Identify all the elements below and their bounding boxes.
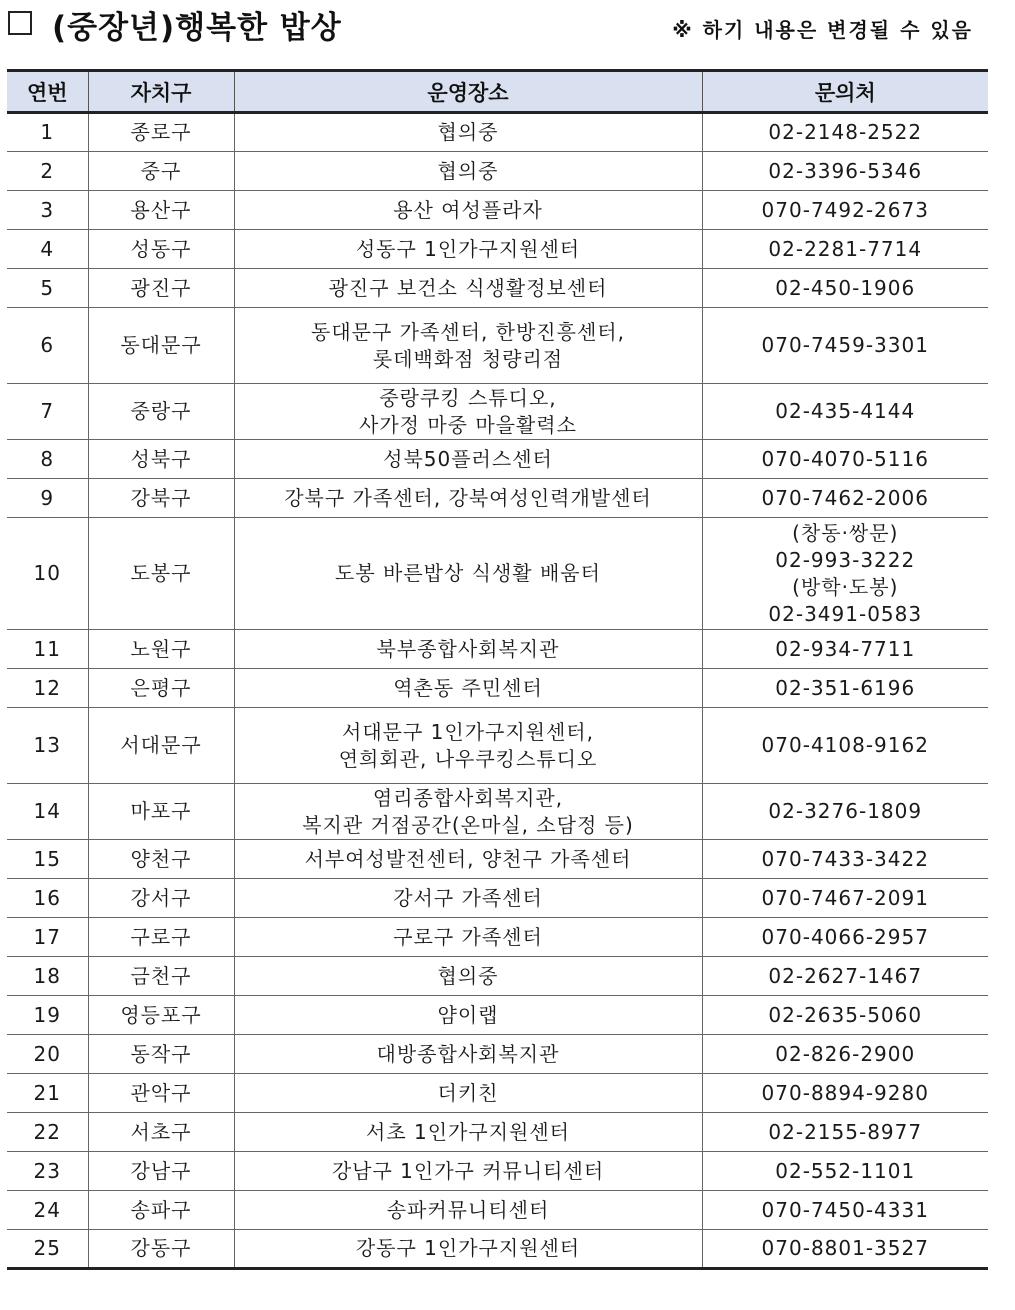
column-header-contact: 문의처 (702, 71, 988, 113)
table-row (7, 440, 988, 479)
place-line: 복지관 거점공간(온마실, 소담정 등) (302, 812, 634, 837)
cell-no: 15 (7, 840, 88, 879)
cell-no: 17 (7, 918, 88, 957)
table-row (7, 1230, 988, 1269)
table-row (7, 784, 988, 840)
cell-district: 송파구 (88, 1191, 234, 1230)
place-line: 협의중 (437, 158, 499, 183)
cell-contact (702, 152, 988, 191)
contact-line: 02-934-7711 (775, 636, 916, 661)
place-line: 송파커뮤니티센터 (386, 1197, 550, 1222)
place-line: 용산 여성플라자 (393, 197, 543, 222)
contact-line: 02-2627-1467 (768, 963, 923, 988)
place-line: 더키친 (437, 1080, 499, 1105)
cell-no: 22 (7, 1113, 88, 1152)
cell-contact (702, 230, 988, 269)
cell-no: 3 (7, 191, 88, 230)
place-line: 강남구 1인가구 커뮤니티센터 (331, 1158, 605, 1183)
table-row (7, 1113, 988, 1152)
cell-no: 13 (7, 708, 88, 784)
cell-no: 5 (7, 269, 88, 308)
place-line: 협의중 (437, 963, 499, 988)
table-row (7, 879, 988, 918)
table-row (7, 1152, 988, 1191)
page-title: (중장년)행복한 밥상 (52, 10, 342, 46)
cell-contact (702, 1191, 988, 1230)
place-line: 북부종합사회복지관 (376, 636, 560, 661)
cell-place (234, 269, 702, 308)
cell-contact (702, 957, 988, 996)
cell-contact (702, 1035, 988, 1074)
cell-no: 25 (7, 1230, 88, 1269)
contact-line: 02-3276-1809 (768, 799, 923, 823)
cell-place (234, 1230, 702, 1269)
cell-contact (702, 630, 988, 669)
cell-place (234, 630, 702, 669)
cell-place (234, 440, 702, 479)
place-line: 사가정 마중 마을활력소 (359, 412, 577, 437)
contact-line: 070-7433-3422 (761, 846, 929, 871)
cell-contact (702, 269, 988, 308)
cell-contact (702, 918, 988, 957)
place-line: 도봉 바른밥상 식생활 배움터 (335, 561, 601, 585)
contact-line: 070-7450-4331 (761, 1197, 929, 1222)
cell-no: 9 (7, 479, 88, 518)
page-header (0, 0, 1015, 60)
place-line: 강북구 가족센터, 강북여성인력개발센터 (284, 485, 652, 510)
table-row (7, 1074, 988, 1113)
contact-line: (방학·도봉) (792, 574, 899, 599)
contact-line: 070-7492-2673 (761, 197, 929, 222)
cell-no: 18 (7, 957, 88, 996)
table-body (7, 113, 988, 1269)
table-row (7, 308, 988, 384)
place-line: 역촌동 주민센터 (393, 675, 543, 700)
table-row (7, 957, 988, 996)
contact-line: 02-435-4144 (775, 399, 916, 423)
cell-district: 성동구 (88, 230, 234, 269)
table-header (7, 71, 988, 113)
cell-place (234, 152, 702, 191)
cell-no: 21 (7, 1074, 88, 1113)
place-line: 중랑쿠킹 스튜디오, (379, 385, 557, 410)
cell-district: 성북구 (88, 440, 234, 479)
cell-contact (702, 669, 988, 708)
table-row (7, 384, 988, 440)
cell-no: 12 (7, 669, 88, 708)
cell-contact (702, 840, 988, 879)
contact-line: 02-2281-7714 (768, 236, 923, 261)
cell-place (234, 113, 702, 152)
cell-district: 동대문구 (88, 308, 234, 384)
cell-district: 마포구 (88, 784, 234, 840)
table-row (7, 996, 988, 1035)
cell-district: 광진구 (88, 269, 234, 308)
column-header-district: 자치구 (88, 71, 234, 113)
contact-line: 070-4108-9162 (761, 733, 929, 757)
table-row (7, 708, 988, 784)
cell-contact (702, 1152, 988, 1191)
checkbox-icon (8, 11, 32, 35)
cell-no: 7 (7, 384, 88, 440)
cell-district: 서대문구 (88, 708, 234, 784)
cell-place (234, 840, 702, 879)
cell-district: 강북구 (88, 479, 234, 518)
place-line: 구로구 가족센터 (393, 924, 543, 949)
place-line: 염리종합사회복지관, (372, 785, 564, 810)
cell-district: 관악구 (88, 1074, 234, 1113)
cell-place (234, 708, 702, 784)
place-line: 서초 1인가구지원센터 (366, 1119, 570, 1144)
cell-district: 양천구 (88, 840, 234, 879)
cell-district: 서초구 (88, 1113, 234, 1152)
contact-line: 070-7467-2091 (761, 885, 929, 910)
cell-contact (702, 1074, 988, 1113)
cell-place (234, 957, 702, 996)
place-line: 대방종합사회복지관 (376, 1041, 560, 1066)
column-header-place: 운영장소 (234, 71, 702, 113)
cell-no: 14 (7, 784, 88, 840)
contact-line: 070-7459-3301 (761, 333, 929, 357)
cell-contact (702, 1230, 988, 1269)
cell-place (234, 784, 702, 840)
contact-line: 070-4066-2957 (761, 924, 929, 949)
table-row (7, 113, 988, 152)
contact-line: 02-993-3222 (775, 547, 916, 572)
cell-place (234, 669, 702, 708)
cell-no: 23 (7, 1152, 88, 1191)
cell-contact (702, 708, 988, 784)
cell-place (234, 518, 702, 630)
cell-no: 24 (7, 1191, 88, 1230)
table-row (7, 230, 988, 269)
table-row (7, 518, 988, 630)
contact-line: 070-8894-9280 (761, 1080, 929, 1105)
table-row (7, 630, 988, 669)
place-line: 연희회관, 나우쿠킹스튜디오 (338, 746, 598, 771)
table-row (7, 669, 988, 708)
cell-district: 중랑구 (88, 384, 234, 440)
contact-line: 02-552-1101 (775, 1158, 916, 1183)
cell-contact (702, 384, 988, 440)
place-line: 성동구 1인가구지원센터 (355, 236, 581, 261)
table-row (7, 1191, 988, 1230)
place-line: 협의중 (437, 120, 499, 144)
cell-district: 금천구 (88, 957, 234, 996)
cell-no: 11 (7, 630, 88, 669)
contact-line: 02-2148-2522 (768, 120, 923, 144)
cell-district: 도봉구 (88, 518, 234, 630)
cell-contact (702, 518, 988, 630)
place-line: 롯데백화점 청량리점 (372, 346, 564, 371)
cell-no: 1 (7, 113, 88, 152)
cell-place (234, 1035, 702, 1074)
place-line: 성북50플러스센터 (383, 446, 553, 471)
cell-district: 구로구 (88, 918, 234, 957)
place-line: 동대문구 가족센터, 한방진흥센터, (311, 319, 625, 344)
place-line: 서대문구 1인가구지원센터, (342, 719, 594, 744)
cell-place (234, 384, 702, 440)
table-row (7, 191, 988, 230)
cell-contact (702, 440, 988, 479)
contact-line: 02-2635-5060 (768, 1002, 923, 1027)
cell-district: 중구 (88, 152, 234, 191)
cell-district: 노원구 (88, 630, 234, 669)
cell-district: 영등포구 (88, 996, 234, 1035)
contact-line: 02-3396-5346 (768, 158, 923, 183)
place-line: 강동구 1인가구지원센터 (355, 1236, 581, 1260)
contact-line: 070-7462-2006 (761, 485, 929, 510)
cell-contact (702, 113, 988, 152)
cell-place (234, 230, 702, 269)
contact-line: (창동·쌍문) (792, 520, 899, 545)
contact-line: 070-8801-3527 (761, 1236, 929, 1260)
table-row (7, 1035, 988, 1074)
cell-no: 16 (7, 879, 88, 918)
change-notice: ※ 하기 내용은 변경될 수 있음 (672, 18, 973, 42)
place-line: 강서구 가족센터 (393, 885, 543, 910)
cell-contact (702, 996, 988, 1035)
cell-place (234, 1113, 702, 1152)
table-row (7, 269, 988, 308)
table-row (7, 152, 988, 191)
cell-district: 강서구 (88, 879, 234, 918)
cell-district: 종로구 (88, 113, 234, 152)
cell-place (234, 1191, 702, 1230)
cell-contact (702, 308, 988, 384)
cell-place (234, 879, 702, 918)
cell-district: 동작구 (88, 1035, 234, 1074)
cell-place (234, 996, 702, 1035)
cell-contact (702, 1113, 988, 1152)
contact-line: 02-351-6196 (775, 675, 916, 700)
cell-place (234, 1074, 702, 1113)
cell-contact (702, 479, 988, 518)
contact-line: 070-4070-5116 (761, 446, 929, 471)
cell-place (234, 308, 702, 384)
place-line: 광진구 보건소 식생활정보센터 (328, 275, 608, 300)
table-row (7, 479, 988, 518)
program-location-table (7, 69, 988, 1270)
cell-no: 10 (7, 518, 88, 630)
cell-contact (702, 191, 988, 230)
cell-no: 6 (7, 308, 88, 384)
cell-district: 강남구 (88, 1152, 234, 1191)
contact-line: 02-450-1906 (775, 275, 916, 300)
cell-no: 4 (7, 230, 88, 269)
cell-place (234, 479, 702, 518)
cell-no: 20 (7, 1035, 88, 1074)
cell-no: 8 (7, 440, 88, 479)
place-line: 얌이랩 (437, 1002, 499, 1027)
place-line: 서부여성발전센터, 양천구 가족센터 (304, 846, 632, 871)
table-row (7, 840, 988, 879)
contact-line: 02-3491-0583 (768, 601, 923, 626)
contact-line: 02-826-2900 (775, 1041, 916, 1066)
cell-contact (702, 784, 988, 840)
cell-district: 은평구 (88, 669, 234, 708)
cell-district: 강동구 (88, 1230, 234, 1269)
cell-no: 19 (7, 996, 88, 1035)
column-header-no: 연번 (7, 71, 88, 113)
table-row (7, 918, 988, 957)
contact-line: 02-2155-8977 (768, 1119, 923, 1144)
cell-contact (702, 879, 988, 918)
cell-place (234, 918, 702, 957)
cell-no: 2 (7, 152, 88, 191)
cell-place (234, 191, 702, 230)
cell-district: 용산구 (88, 191, 234, 230)
cell-place (234, 1152, 702, 1191)
